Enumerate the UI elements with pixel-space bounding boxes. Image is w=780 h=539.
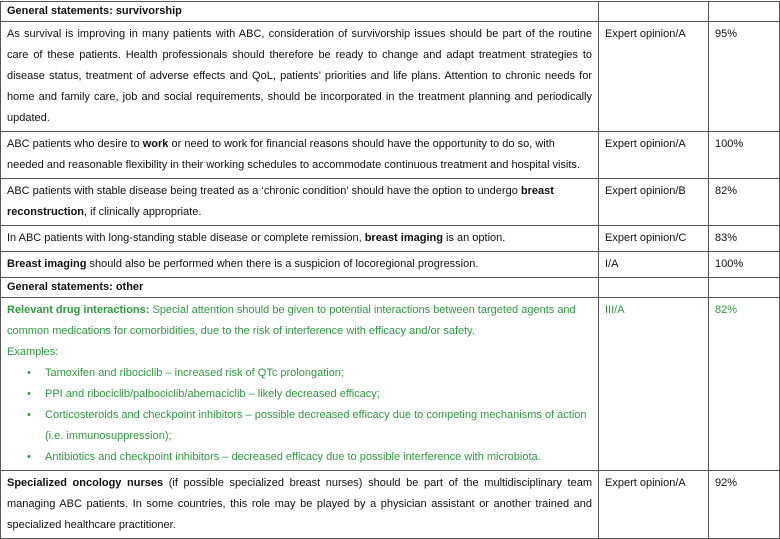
consensus: 92% — [709, 471, 780, 539]
table-row — [1, 22, 780, 132]
evidence-level: Expert opinion/A — [599, 471, 709, 539]
consensus: 95% — [709, 22, 780, 132]
table-row — [1, 179, 780, 226]
evidence-level: Expert opinion/A — [599, 22, 709, 132]
consensus: 100% — [709, 132, 780, 179]
examples-list — [7, 363, 592, 468]
consensus: 82% — [709, 298, 780, 471]
table-row — [1, 252, 780, 278]
section-header-row — [1, 2, 780, 22]
statement: Specialized oncology nurses (if possible specialized breast nurses) should be part of the multidisciplinary team managing ABC patients. In some countries, this role may be played by a physician assistant or another trained and specialized healthcare practitioner. — [1, 471, 599, 539]
statement: Relevant drug interactions: Special attention should be given to potential interactions between targeted agents and common medications for comorbidities, due to the risk of interference with efficacy and/or safety. Examples: • Tamoxifen and ribociclib – increased risk of QTc prolongation; • PPI and ribociclib/palbociclib/abemaciclib – likely decreased efficacy; • Corticosteroids and checkpoint inhibitors – possible decreased efficacy due to competing mechanisms of action (i.e. immunosuppression); • Antibiotics and checkpoint inhibitors – decreased efficacy due to possible interference with microbiota. — [1, 298, 599, 471]
list-item: • Antibiotics and checkpoint inhibitors – decreased efficacy due to possible interference with microbiota. — [45, 447, 592, 468]
guidelines-table — [0, 1, 780, 539]
evidence-level: III/A — [599, 298, 709, 471]
section-header: General statements: survivorship — [1, 2, 599, 22]
statement: In ABC patients with long-standing stable disease or complete remission, breast imaging is an option. — [1, 226, 599, 252]
list-item: • PPI and ribociclib/palbociclib/abemaciclib – likely decreased efficacy; — [45, 384, 592, 405]
table-row — [1, 298, 780, 471]
evidence-level: I/A — [599, 252, 709, 278]
evidence-level: Expert opinion/A — [599, 132, 709, 179]
statement: ABC patients who desire to work or need to work for financial reasons should have the opportunity to do so, with needed and reasonable flexibility in their working schedules to accommodate continuous treatment and hospital visits. — [1, 132, 599, 179]
list-item: • Tamoxifen and ribociclib – increased risk of QTc prolongation; — [45, 363, 592, 384]
evidence-level: Expert opinion/B — [599, 179, 709, 226]
statement: Breast imaging should also be performed when there is a suspicion of locoregional progression. — [1, 252, 599, 278]
list-item: • Corticosteroids and checkpoint inhibitors – possible decreased efficacy due to competing mechanisms of action (i.e. immunosuppression); — [45, 405, 592, 447]
consensus: 83% — [709, 226, 780, 252]
statement: ABC patients with stable disease being treated as a ‘chronic condition’ should have the option to undergo breast reconstruction, if clinically appropriate. — [1, 179, 599, 226]
section-header: General statements: other — [1, 278, 599, 298]
table-row — [1, 226, 780, 252]
consensus: 82% — [709, 179, 780, 226]
consensus: 100% — [709, 252, 780, 278]
examples-label: Examples: — [7, 346, 59, 358]
table-row — [1, 471, 780, 539]
evidence-level: Expert opinion/C — [599, 226, 709, 252]
table-row — [1, 132, 780, 179]
section-header-row — [1, 278, 780, 298]
statement: As survival is improving in many patients with ABC, consideration of survivorship issues should be part of the routine care of these patients. Health professionals should therefore be ready to change and adapt treatment strategies to disease status, treatment of adverse effects and QoL, patients’ priorities and life plans. Attention to chronic needs for home and family care, job and social requirements, should be incorporated in the treatment planning and periodically updated. — [1, 22, 599, 132]
